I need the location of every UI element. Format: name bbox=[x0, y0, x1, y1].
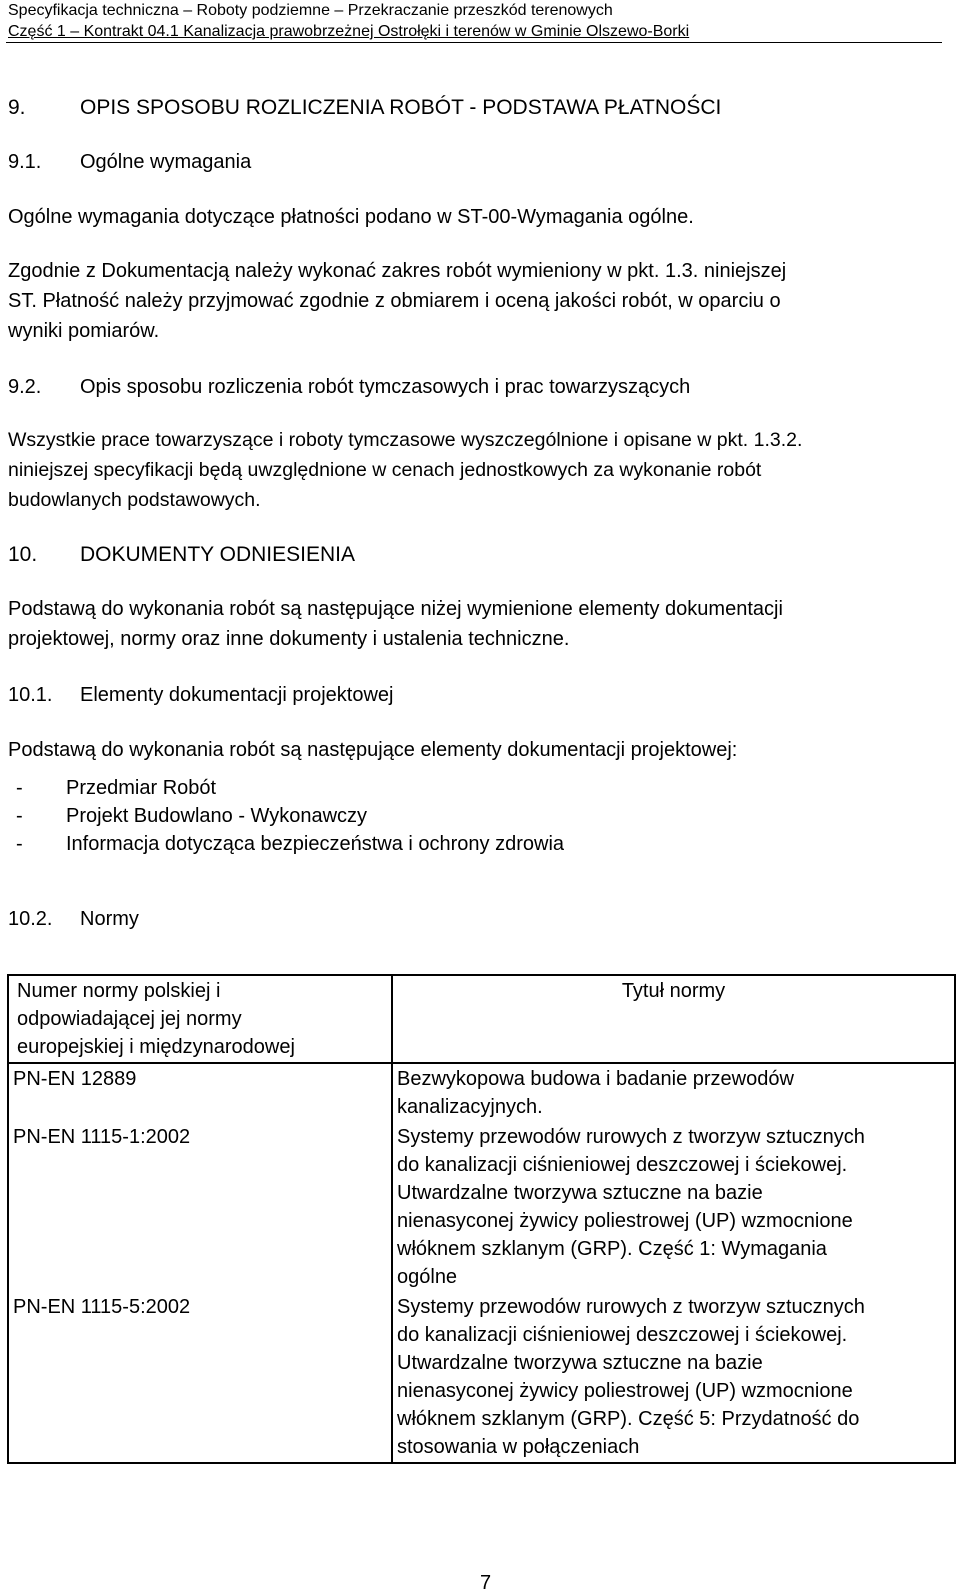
norm-number: PN-EN 1115-1:2002 bbox=[8, 1122, 392, 1292]
heading-9 bbox=[8, 93, 721, 123]
text-line: kanalizacyjnych. bbox=[397, 1096, 543, 1118]
heading-number: 10. bbox=[8, 543, 38, 566]
paragraph-9-1-b bbox=[8, 256, 786, 346]
paragraph-10 bbox=[8, 594, 783, 654]
heading-title: Normy bbox=[80, 908, 139, 930]
norm-number: PN-EN 12889 bbox=[8, 1063, 392, 1122]
heading-title: Elementy dokumentacji projektowej bbox=[80, 684, 394, 706]
heading-number: 9.2. bbox=[8, 376, 42, 398]
heading-title: DOKUMENTY ODNIESIENIA bbox=[80, 543, 355, 566]
text-line: Zgodnie z Dokumentacją należy wykonać zakres robót wymieniony w pkt. 1.3. niniejszej bbox=[8, 260, 787, 282]
norm-title bbox=[392, 1122, 955, 1292]
text-line: Systemy przewodów rurowych z tworzyw sztucznych bbox=[397, 1126, 865, 1148]
heading-title: OPIS SPOSOBU ROZLICZENIA ROBÓT - PODSTAWA PŁATNOŚCI bbox=[80, 96, 722, 119]
heading-number: 10.1. bbox=[8, 684, 53, 706]
text-line: ST. Płatność należy przyjmować zgodnie z obmiarem i oceną jakości robót, w oparciu o bbox=[8, 290, 781, 312]
text-line: nienasyconej żywicy poliestrowej (UP) wzmocnione bbox=[397, 1380, 853, 1402]
heading-9-2 bbox=[8, 372, 690, 402]
header-divider bbox=[6, 42, 942, 43]
table-row bbox=[8, 1292, 955, 1463]
text-line: stosowania w połączeniach bbox=[397, 1436, 640, 1458]
text-line: projektowej, normy oraz inne dokumenty i ustalenia techniczne. bbox=[8, 628, 570, 650]
list-dash: - bbox=[16, 805, 23, 827]
norm-title bbox=[392, 1063, 955, 1122]
list-dash: - bbox=[16, 833, 23, 855]
text-line: do kanalizacji ciśnieniowej deszczowej i ściekowej. bbox=[397, 1324, 848, 1346]
text-line: ogólne bbox=[397, 1266, 458, 1288]
text-line: włóknem szklanym (GRP). Część 5: Przydatność do bbox=[397, 1408, 860, 1430]
heading-number: 9. bbox=[8, 96, 26, 119]
column-header-title: Tytuł normy bbox=[392, 975, 955, 1063]
text-line: Podstawą do wykonania robót są następujące niżej wymienione elementy dokumentacji bbox=[8, 598, 783, 620]
list-item bbox=[8, 802, 564, 830]
text-line: nienasyconej żywicy poliestrowej (UP) wzmocnione bbox=[397, 1210, 853, 1232]
header-line-1: Specyfikacja techniczna – Roboty podziemne – Przekraczanie przeszkód terenowych bbox=[8, 2, 613, 19]
text-line: włóknem szklanym (GRP). Część 1: Wymagania bbox=[397, 1238, 827, 1260]
text-line: Wszystkie prace towarzyszące i roboty tymczasowe wyszczególnione i opisane w pkt. 1.3.2. bbox=[8, 429, 803, 451]
text-line: wyniki pomiarów. bbox=[8, 320, 160, 342]
heading-9-1 bbox=[8, 147, 251, 177]
text-line: Numer normy polskiej i bbox=[17, 980, 221, 1002]
table-row bbox=[8, 1063, 955, 1122]
list-item bbox=[8, 774, 564, 802]
column-header-number bbox=[8, 975, 392, 1063]
text-line: europejskiej i międzynarodowej bbox=[17, 1036, 295, 1058]
text-line: Bezwykopowa budowa i badanie przewodów bbox=[397, 1068, 794, 1090]
text-line: Systemy przewodów rurowych z tworzyw sztucznych bbox=[397, 1296, 865, 1318]
list-dash: - bbox=[16, 777, 23, 799]
text-line: Utwardzalne tworzywa sztuczne na bazie bbox=[397, 1182, 763, 1204]
running-header bbox=[8, 0, 689, 42]
text-line: do kanalizacji ciśnieniowej deszczowej i ściekowej. bbox=[397, 1154, 848, 1176]
paragraph-10-1: Podstawą do wykonania robót są następujące elementy dokumentacji projektowej: bbox=[8, 739, 738, 761]
heading-10-2 bbox=[8, 904, 139, 934]
heading-title: Opis sposobu rozliczenia robót tymczasowych i prac towarzyszących bbox=[80, 376, 691, 398]
norm-number: PN-EN 1115-5:2002 bbox=[8, 1292, 392, 1463]
heading-number: 9.1. bbox=[8, 151, 42, 173]
text-line: Utwardzalne tworzywa sztuczne na bazie bbox=[397, 1352, 763, 1374]
header-line-2: Część 1 – Kontrakt 04.1 Kanalizacja prawobrzeżnej Ostrołęki i terenów w Gminie Olszewo-Borki bbox=[8, 23, 690, 40]
heading-number: 10.2. bbox=[8, 908, 53, 930]
heading-10 bbox=[8, 540, 355, 570]
paragraph-9-1-a: Ogólne wymagania dotyczące płatności podano w ST-00-Wymagania ogólne. bbox=[8, 206, 694, 228]
table-header-row bbox=[8, 975, 955, 1063]
text-line: budowlanych podstawowych. bbox=[8, 489, 261, 511]
heading-10-1 bbox=[8, 680, 394, 710]
norms-table bbox=[7, 974, 956, 1464]
documentation-list bbox=[8, 774, 564, 858]
table-row bbox=[8, 1122, 955, 1292]
paragraph-9-2 bbox=[8, 425, 802, 515]
heading-title: Ogólne wymagania bbox=[80, 151, 252, 173]
list-item-text: Projekt Budowlano - Wykonawczy bbox=[66, 805, 368, 827]
list-item-text: Informacja dotycząca bezpieczeństwa i ochrony zdrowia bbox=[66, 833, 565, 855]
list-item-text: Przedmiar Robót bbox=[66, 777, 217, 799]
text-line: odpowiadającej jej normy bbox=[17, 1008, 242, 1030]
norm-title bbox=[392, 1292, 955, 1463]
page-number: 7 bbox=[480, 1572, 492, 1594]
list-item bbox=[8, 830, 564, 858]
text-line: niniejszej specyfikacji będą uwzględnione w cenach jednostkowych za wykonanie robót bbox=[8, 459, 762, 481]
